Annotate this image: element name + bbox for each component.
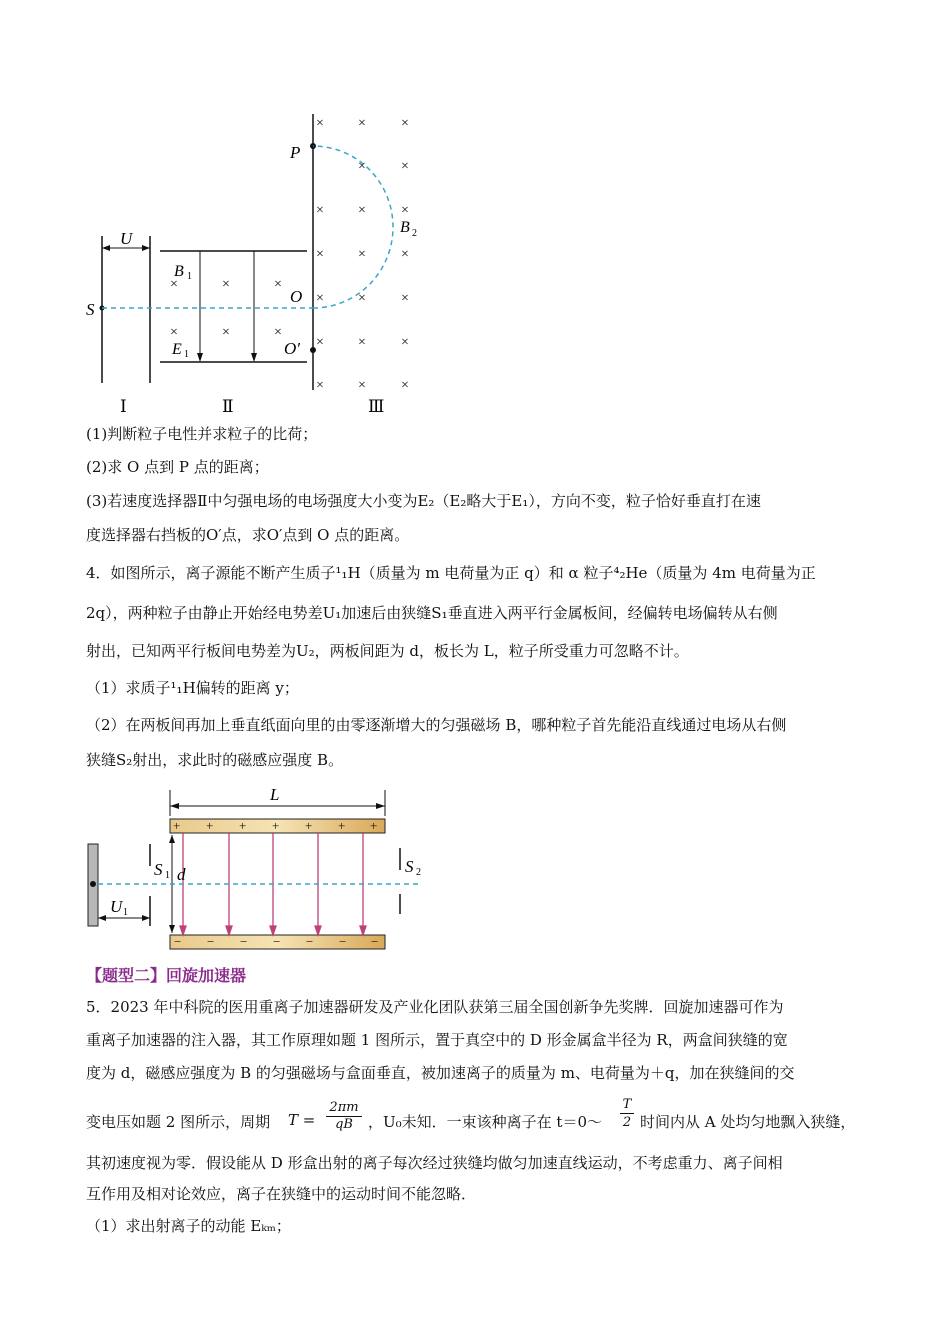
svg-text:+: + [173, 818, 181, 833]
svg-text:×: × [401, 203, 409, 218]
svg-text:+: + [206, 818, 214, 833]
svg-text:×: × [222, 325, 230, 340]
svg-text:×: × [316, 203, 324, 218]
svg-text:×: × [358, 203, 366, 218]
svg-text:×: × [401, 159, 409, 174]
label-S2: S [405, 857, 414, 876]
label-U: U [120, 229, 133, 248]
label-L: L [270, 785, 280, 804]
svg-text:+: + [239, 818, 247, 833]
q4-line3: 射出，已知两平行板间电势差为U₂，两板间距为 d，板长为 L，粒子所受重力可忽略不计。 [86, 642, 689, 660]
q5-line1: 5．2023 年中科院的医用重离子加速器研发及产业化团队获第三届全国创新争先奖牌．回旋加速器可作为 [86, 998, 784, 1016]
svg-text:×: × [316, 291, 324, 306]
svg-text:+: + [272, 818, 280, 833]
svg-text:+: + [338, 818, 346, 833]
svg-text:−: − [240, 934, 248, 949]
svg-text:+: + [305, 818, 313, 833]
svg-text:×: × [401, 291, 409, 306]
svg-text:×: × [316, 247, 324, 262]
svg-text:1: 1 [165, 870, 170, 881]
svg-text:×: × [358, 159, 366, 174]
label-S: S [86, 300, 95, 319]
label-U1: U [110, 897, 123, 916]
svg-text:×: × [401, 378, 409, 393]
svg-text:×: × [316, 116, 324, 131]
svg-text:+: + [370, 818, 378, 833]
svg-text:×: × [358, 291, 366, 306]
svg-text:2: 2 [416, 867, 421, 878]
formula-half-period: T 2 [620, 1096, 634, 1131]
svg-text:×: × [316, 378, 324, 393]
label-S1: S [154, 860, 163, 879]
q3-part1: (1)判断粒子电性并求粒子的比荷； [86, 425, 318, 443]
svg-text:−: − [306, 934, 314, 949]
svg-text:×: × [358, 378, 366, 393]
q5-line6: 互作用及相对论效应，离子在狭缝中的运动时间不能忽略． [86, 1185, 477, 1203]
formula-period: 2πm qB [326, 1100, 362, 1133]
q5-line2: 重离子加速器的注入器，其工作原理如题 1 图所示，置于真空中的 D 形金属盒半径为 R，两盒间狭缝的宽 [86, 1031, 788, 1049]
q4-line2: 2q），两种粒子由静止开始经电势差U₁加速后由狭缝S₁垂直进入两平行金属板间，经偏转电场偏转从右侧 [86, 604, 778, 622]
svg-text:×: × [274, 325, 282, 340]
svg-text:1: 1 [184, 349, 189, 360]
svg-text:×: × [358, 116, 366, 131]
svg-text:×: × [316, 335, 324, 350]
q4-part2: （2）在两板间再加上垂直纸面向里的由零逐渐增大的匀强磁场 B，哪种粒子首先能沿直线通过电场从右侧 [86, 716, 787, 734]
svg-text:×: × [274, 277, 282, 292]
q3-part3: (3)若速度选择器Ⅱ中匀强电场的电场强度大小变为E₂（E₂略大于E₁），方向不变，粒子恰好垂直打在速 [86, 492, 761, 510]
label-d: d [177, 865, 186, 884]
label-P: P [290, 143, 301, 162]
figure-velocity-selector [80, 108, 440, 418]
q4-part2-cont: 狭缝S₂射出，求此时的磁感应强度 B。 [86, 751, 344, 769]
q4-line1: 4．如图所示，离子源能不断产生质子¹₁H（质量为 m 电荷量为正 q）和 α 粒子⁴₂He（质量为 4m 电荷量为正 [86, 564, 816, 582]
q5-part1: （1）求出射离子的动能 Eₖₘ； [86, 1217, 291, 1235]
svg-text:×: × [358, 335, 366, 350]
label-B2: B [400, 219, 410, 236]
svg-text:1: 1 [123, 907, 128, 918]
svg-text:×: × [170, 325, 178, 340]
svg-text:×: × [401, 335, 409, 350]
label-region-II: Ⅱ [222, 397, 234, 416]
label-region-III: Ⅲ [368, 397, 385, 416]
svg-text:×: × [401, 247, 409, 262]
section-heading: 【题型二】回旋加速器 [86, 966, 247, 985]
svg-text:×: × [222, 277, 230, 292]
label-B1: B [174, 263, 184, 280]
q3-part2: (2)求 O 点到 P 点的距离； [86, 458, 269, 476]
q4-part1: （1）求质子¹₁H偏转的距离 y； [86, 679, 299, 697]
label-O: O [290, 287, 303, 306]
svg-text:2: 2 [412, 228, 417, 239]
svg-text:×: × [358, 247, 366, 262]
figure-deflection-plates [80, 782, 440, 954]
svg-text:−: − [371, 934, 379, 949]
formula-T: T = [288, 1111, 316, 1129]
label-O-prime: O′ [284, 339, 300, 358]
q5-line5: 其初速度视为零．假设能从 D 形盒出射的离子每次经过狭缝均做匀加速直线运动，不考虑重力、离子间相 [86, 1154, 783, 1172]
svg-text:1: 1 [187, 271, 192, 282]
svg-text:−: − [273, 934, 281, 949]
label-E1: E [172, 341, 182, 358]
svg-text:×: × [401, 116, 409, 131]
q5-line4: 变电压如题 2 图所示，周期 T = 2πm qB ，U₀未知．一束该种离子在 t＝0～ T 2 时间内从 A 处均匀地飘入狭缝， [86, 1097, 856, 1132]
svg-text:−: − [174, 934, 182, 949]
label-region-I: Ⅰ [120, 397, 127, 416]
q3-part3-cont: 度选择器右挡板的O′点，求O′点到 O 点的距离。 [86, 526, 410, 544]
svg-text:−: − [339, 934, 347, 949]
svg-text:×: × [170, 277, 178, 292]
svg-text:−: − [207, 934, 215, 949]
q5-line3: 度为 d，磁感应强度为 B 的匀强磁场与盒面垂直，被加速离子的质量为 m、电荷量为＋q，加在狭缝间的交 [86, 1064, 795, 1082]
